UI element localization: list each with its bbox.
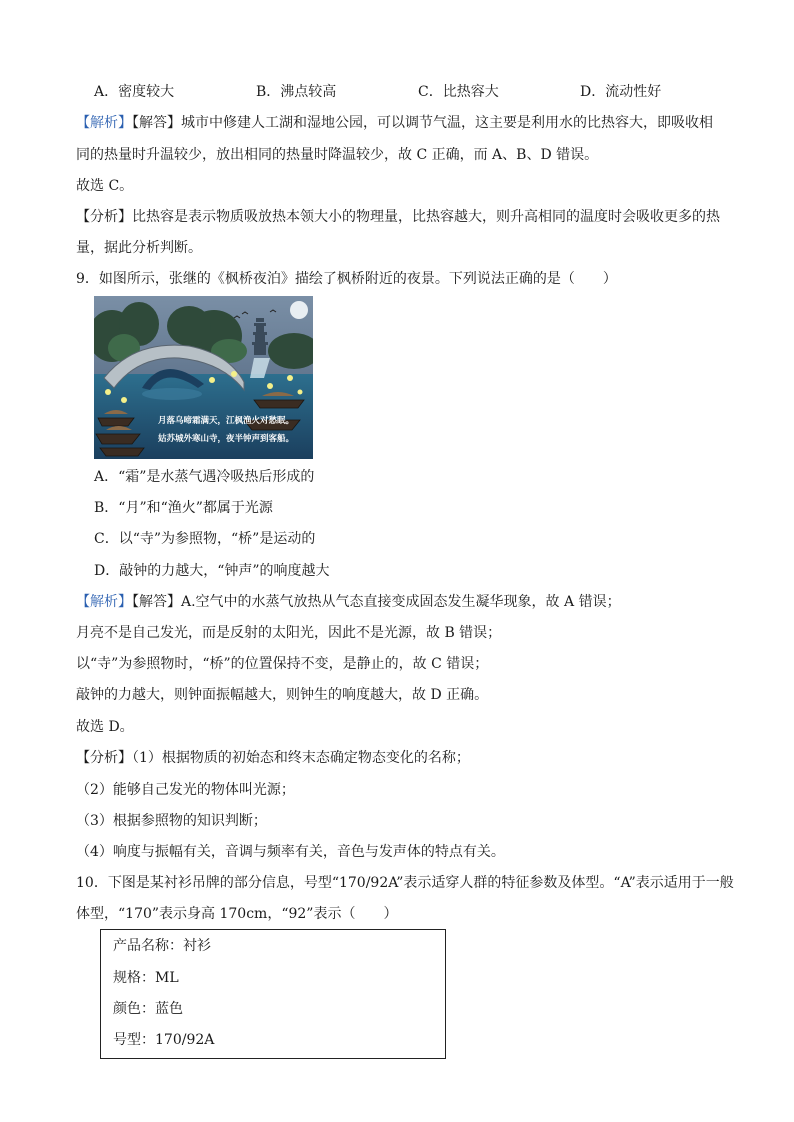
q8-fenxi-line-1 (76, 207, 720, 227)
q9-analysis-line-4: 敲钟的力越大，则钟面振幅越大，则钟生的响度越大，故 D 正确。 (76, 687, 489, 703)
q9-fenxi-line-3: （3）根据参照物的知识判断； (76, 813, 267, 829)
q9-option-d: D．敲钟的力越大，“钟声”的响度越大 (94, 563, 330, 579)
fenxi-tag: 【分析】 (76, 750, 132, 766)
q9-analysis-line-3: 以“寺”为参照物时，“桥”的位置保持不变，是静止的，故 C 错误； (76, 656, 489, 672)
fenxi-tag: 【分析】 (76, 209, 132, 225)
poem-line-2: 姑苏城外寒山寺，夜半钟声到客船。 (158, 434, 295, 444)
q9-analysis-line-1 (76, 592, 621, 612)
q8-answer: 故选 C。 (76, 178, 134, 194)
q9-fenxi-line-4: （4）响度与振幅有关，音调与频率有关，音色与发声体的特点有关。 (76, 844, 505, 860)
hangtag-product-name: 产品名称：衬衫 (113, 938, 211, 954)
q9-option-b: B．“月”和“渔火”都属于光源 (94, 500, 273, 516)
q9-fenxi-line-1 (76, 748, 470, 768)
q9-answer: 故选 D。 (76, 719, 134, 735)
q9-option-c: C．以“寺”为参照物，“桥”是运动的 (94, 531, 316, 547)
q9-option-a: A．“霜”是水蒸气遇冷吸热后形成的 (94, 469, 315, 485)
maple-bridge-night-illustration (94, 296, 313, 459)
q8-analysis-line-2: 同的热量时升温较少，放出相同的热量时降温较少，故 C 正确，而 A、B、D 错误。 (76, 147, 599, 163)
q8-fenxi-text: 比热容是表示物质吸放热本领大小的物理量，比热容越大，则升高相同的温度时会吸收更多的热 (132, 209, 720, 225)
hangtag-size: 号型：170/92A (113, 1032, 215, 1048)
q9-analysis-line-2: 月亮不是自己发光，而是反射的太阳光，因此不是光源，故 B 错误； (76, 625, 502, 641)
hangtag-spec: 规格：ML (113, 970, 179, 986)
hangtag-color: 颜色：蓝色 (113, 1001, 183, 1017)
q8-analysis-text: 城市中修建人工湖和湿地公园，可以调节气温，这主要是利用水的比热容大，即吸收相 (181, 115, 713, 131)
q10-question-line-1: 10．下图是某衬衫吊牌的部分信息，号型“170/92A”表示适穿人群的特征参数及体型。“A”表示适用于一般 (76, 875, 734, 891)
q8-option-a: A．密度较大 (94, 84, 175, 100)
q10-question-line-2: 体型，“170”表示身高 170cm，“92”表示（ ） (76, 906, 398, 922)
shirt-hangtag-box (100, 929, 446, 1059)
q8-fenxi-line-2: 量，据此分析判断。 (76, 240, 202, 256)
q9-fenxi-line-2: （2）能够自己发光的物体叫光源； (76, 782, 295, 798)
jieda-tag: 【解答】 (132, 594, 181, 610)
q9-question: 9．如图所示，张继的《枫桥夜泊》描绘了枫桥附近的夜景。下列说法正确的是（ ） (76, 271, 617, 287)
q8-option-d: D．流动性好 (580, 84, 662, 100)
jiexi-tag: 【解析】 (76, 115, 132, 131)
q8-analysis-line-1 (76, 113, 713, 133)
q8-option-b: B．沸点较高 (256, 84, 337, 100)
jieda-tag: 【解答】 (132, 115, 181, 131)
q9-fenxi-text: （1）根据物质的初始态和终末态确定物态变化的名称； (132, 750, 470, 766)
q9-analysis-text: A.空气中的水蒸气放热从气态直接变成固态发生凝华现象，故 A 错误； (181, 594, 621, 610)
jiexi-tag: 【解析】 (76, 594, 132, 610)
poem-line-1: 月落乌啼霜满天，江枫渔火对愁眠。 (158, 416, 295, 426)
q8-option-c: C．比热容大 (418, 84, 499, 100)
